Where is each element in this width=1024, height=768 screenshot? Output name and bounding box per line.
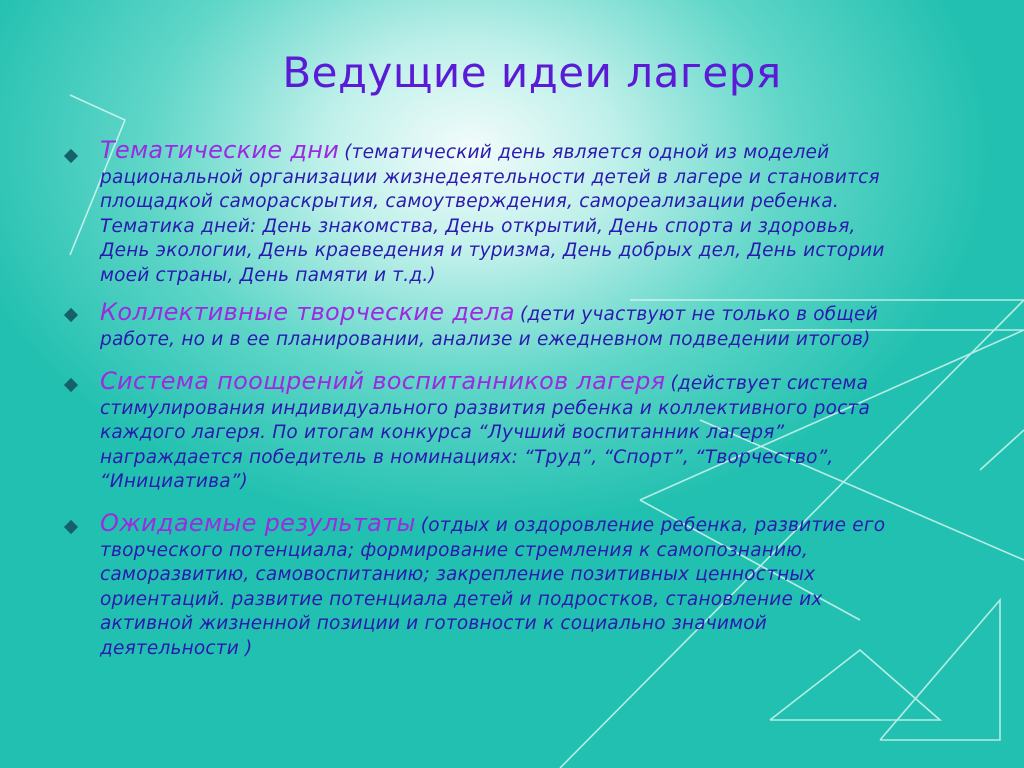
bullet-diamond-icon [64,149,78,163]
bullet-diamond-icon [64,520,78,534]
bullet-item-reward-system: Система поощрений воспитанников лагеря (действует система стимулирования индивидуального развития ребенка и коллективного роста каждого лагеря. По итогам конкурса “Лучший воспитанник лагеря” награждается победитель в номинациях: “Труд”, “Спорт”, “Творчество”, “Инициатива”) [100,367,870,492]
bullet-diamond-icon [64,378,78,392]
bullet-item-thematic-days: Тематические дни (тематический день является одной из моделей рациональной организации жизнедеятельности детей в лагере и становится площадкой самораскрытия, самоутверждения, самореализации ребенка. Тематика дней: День знакомства, День открытий, День спорта и здоровья, День экологии, День краеведения и туризма, День добрых дел, День истории моей страны, День памяти и т.д.) [100,136,885,286]
slide-title: Ведущие идеи лагеря [282,48,782,97]
bullet-item-collective-activities: Коллективные творческие дела (дети участвуют не только в общей работе, но и в ее планировании, анализе и ежедневном подведении итогов) [100,298,878,350]
bullet-heading: Коллективные творческие дела [100,298,515,326]
bullet-diamond-icon [64,308,78,322]
bullet-heading: Тематические дни [100,136,340,164]
bullet-heading: Ожидаемые результаты [100,509,416,537]
bullet-item-expected-results: Ожидаемые результаты (отдых и оздоровление ребенка, развитие его творческого потенциала; формирование стремления к самопознанию, саморазвитию, самовоспитанию; закрепление позитивных ценностных ориентаций. развитие потенциала детей и подростков, становление их активной жизненной позиции и готовности к социально значимой деятельности ) [100,509,886,659]
bullet-heading: Система поощрений воспитанников лагеря [100,367,666,395]
